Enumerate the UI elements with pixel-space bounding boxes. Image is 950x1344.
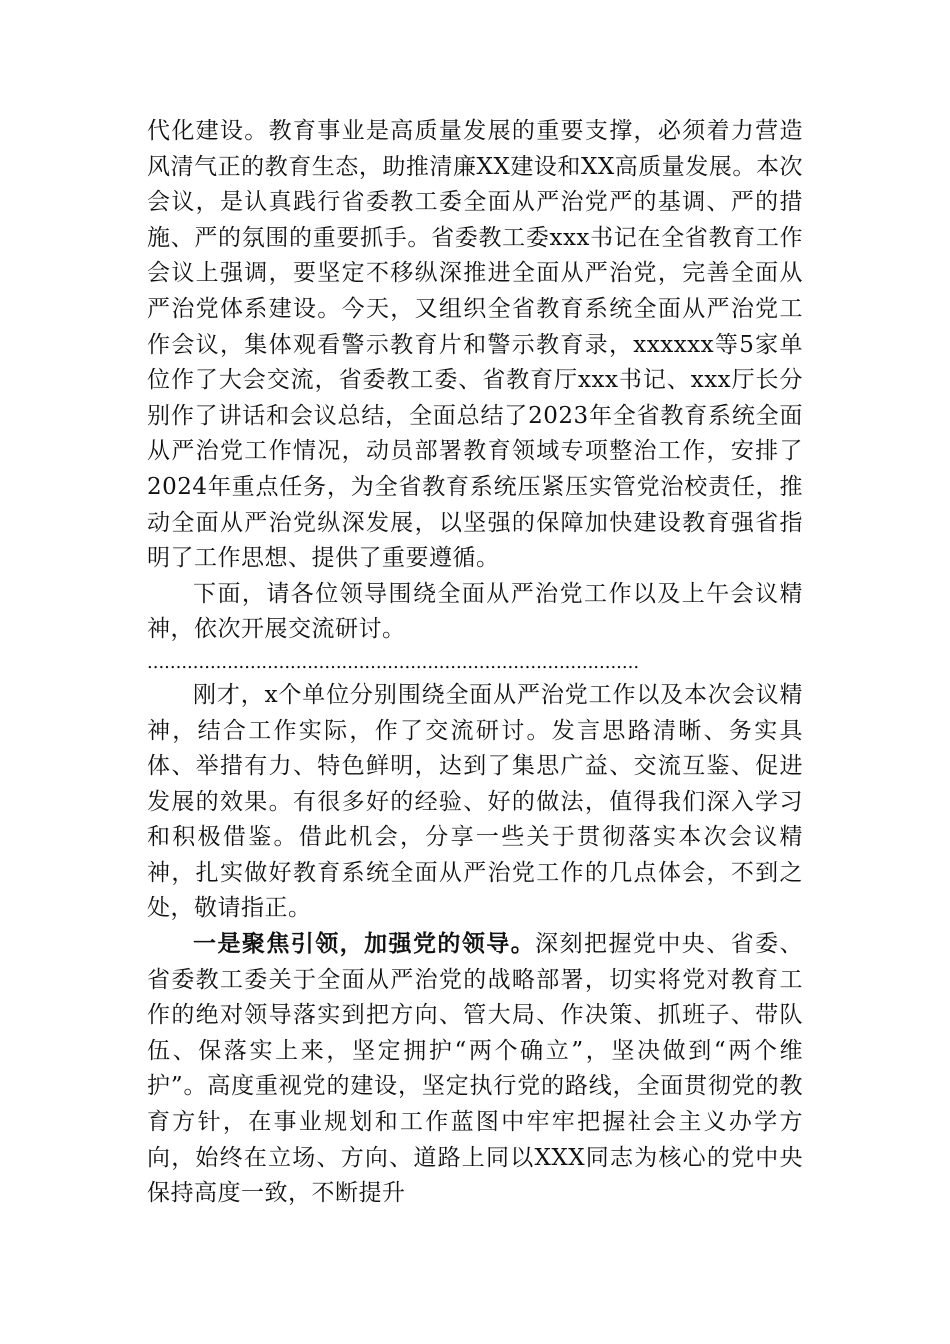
point-one-body: 深刻把握党中央、省委、省委教工委关于全面从严治党的战略部署，切实将党对教育工作的绝对领导落实到把方向、管大局、作决策、抓班子、带队伍、保落实上来，坚定拥护“两个确立”，坚决做到“两个维护”。高度重视党的建设，坚定执行党的路线，全面贯彻党的教育方针，在事业规划和工作蓝图中牢牢把握社会主义办学方向，始终在立场、方向、道路上同以XXX同志为核心的党中央保持高度一致，不断提升	[147, 931, 803, 1207]
paragraph-continuation: 代化建设。教育事业是高质量发展的重要支撑，必须着力营造风清气正的教育生态，助推清廉XX建设和XX高质量发展。本次会议，是认真践行省委教工委全面从严治党严的基调、严的措施、严的氛围的重要抓手。省委教工委xxx书记在全省教育工作会议上强调，要坚定不移纵深推进全面从严治党，完善全面从严治党体系建设。今天，又组织全省教育系统全面从严治党工作会议，集体观看警示教育片和警示教育录，xxxxxx等5家单位作了大会交流，省委教工委、省教育厅xxx书记、xxx厅长分别作了讲话和会议总结，全面总结了2023年全省教育系统全面从严治党工作情况，动员部署教育领域专项整治工作，安排了2024年重点任务，为全省教育系统压紧压实管党治校责任，推动全面从严治党纵深发展，以坚强的保障加快建设教育强省指明了工作思想、提供了重要遵循。	[147, 118, 803, 572]
paragraph-discussion-intro: 下面，请各位领导围绕全面从严治党工作以及上午会议精神，依次开展交流研讨。	[147, 580, 803, 643]
ellipsis-divider: ......................................................................................	[147, 651, 640, 673]
paragraph-point-one	[147, 927, 803, 1212]
paragraph-summary: 刚才，x个单位分别围绕全面从严治党工作以及本次会议精神，结合工作实际，作了交流研讨。发言思路清晰、务实具体、举措有力、特色鲜明，达到了集思广益、交流互鉴、促进发展的效果。有很多好的经验、好的做法，值得我们深入学习和积极借鉴。借此机会，分享一些关于贯彻落实本次会议精神，扎实做好教育系统全面从严治党工作的几点体会，不到之处，敬请指正。	[147, 681, 803, 922]
point-one-heading: 一是聚焦引领，加强党的领导。	[193, 931, 536, 958]
document-page	[147, 114, 803, 1212]
